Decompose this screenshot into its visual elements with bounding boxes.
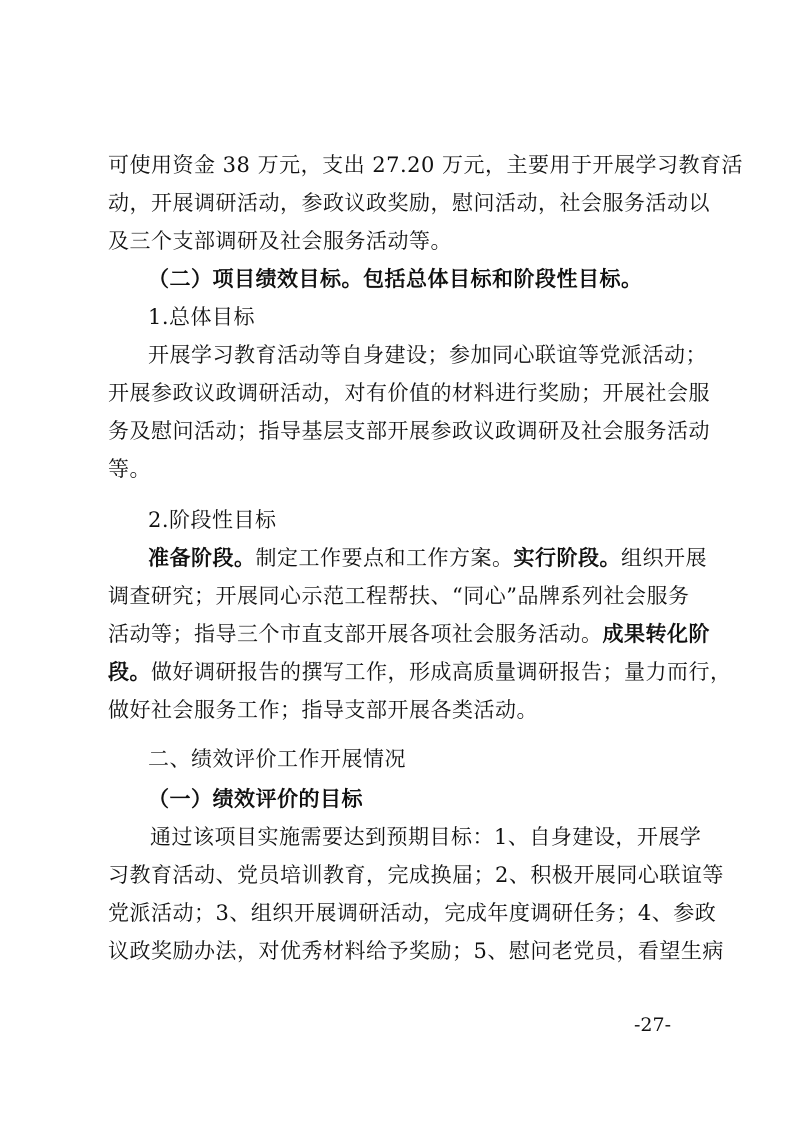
- section-heading-evaluation: 二、绩效评价工作开展情况: [148, 747, 406, 771]
- stage-text: 做好调研报告的撰写工作，形成高质量调研报告；量力而行，: [151, 660, 732, 684]
- stage-label-result-transformation-end: 段。: [108, 660, 151, 684]
- body-text-line: 务及慰问活动；指导基层支部开展参政议政调研及社会服务活动: [108, 419, 710, 443]
- body-text-line: [108, 619, 710, 649]
- body-text-line: [148, 543, 707, 573]
- body-text-line: 习教育活动、党员培训教育，完成换届；2、积极开展同心联谊等: [108, 863, 724, 887]
- body-text-line: [108, 657, 732, 687]
- body-text-line: 通过该项目实施需要达到预期目标：1、自身建设，开展学: [150, 825, 702, 849]
- subsection-heading-evaluation-goal: （一）绩效评价的目标: [148, 787, 363, 811]
- body-text-line: 做好社会服务工作；指导支部开展各类活动。: [108, 698, 538, 722]
- body-text-line: 及三个支部调研及社会服务活动等。: [108, 229, 452, 253]
- stage-label-implementation: 实行阶段。: [513, 546, 621, 570]
- body-text-line: 等。: [108, 457, 151, 481]
- body-text-line: 调查研究；开展同心示范工程帮扶、“同心”品牌系列社会服务: [108, 584, 690, 608]
- stage-text: 制定工作要点和工作方案。: [255, 546, 514, 570]
- body-text-line: 动，开展调研活动，参政议政奖励，慰问活动，社会服务活动以: [108, 191, 710, 215]
- body-text-line: 开展学习教育活动等自身建设；参加同心联谊等党派活动；: [148, 343, 707, 367]
- body-text-line: 开展参政议政调研活动，对有价值的材料进行奖励；开展社会服: [108, 381, 710, 405]
- subsection-title-overall-goal: 1.总体目标: [148, 305, 256, 329]
- body-text-line: 议政奖励办法，对优秀材料给予奖励；5、慰问老党员，看望生病: [108, 939, 724, 963]
- stage-text: 组织开展: [621, 546, 707, 570]
- stage-text: 活动等；指导三个市直支部开展各项社会服务活动。: [108, 622, 603, 646]
- page-number: -27-: [634, 1014, 672, 1036]
- subsection-title-stage-goal: 2.阶段性目标: [148, 508, 277, 532]
- stage-label-preparation: 准备阶段。: [148, 546, 256, 570]
- body-text-line: 党派活动；3、组织开展调研活动，完成年度调研任务；4、参政: [108, 901, 717, 925]
- body-text-line: 可使用资金 38 万元，支出 27.20 万元，主要用于开展学习教育活: [108, 153, 744, 177]
- stage-label-result-transformation: 成果转化阶: [602, 622, 710, 646]
- section-heading-project-goals: （二）项目绩效目标。包括总体目标和阶段性目标。: [148, 267, 643, 291]
